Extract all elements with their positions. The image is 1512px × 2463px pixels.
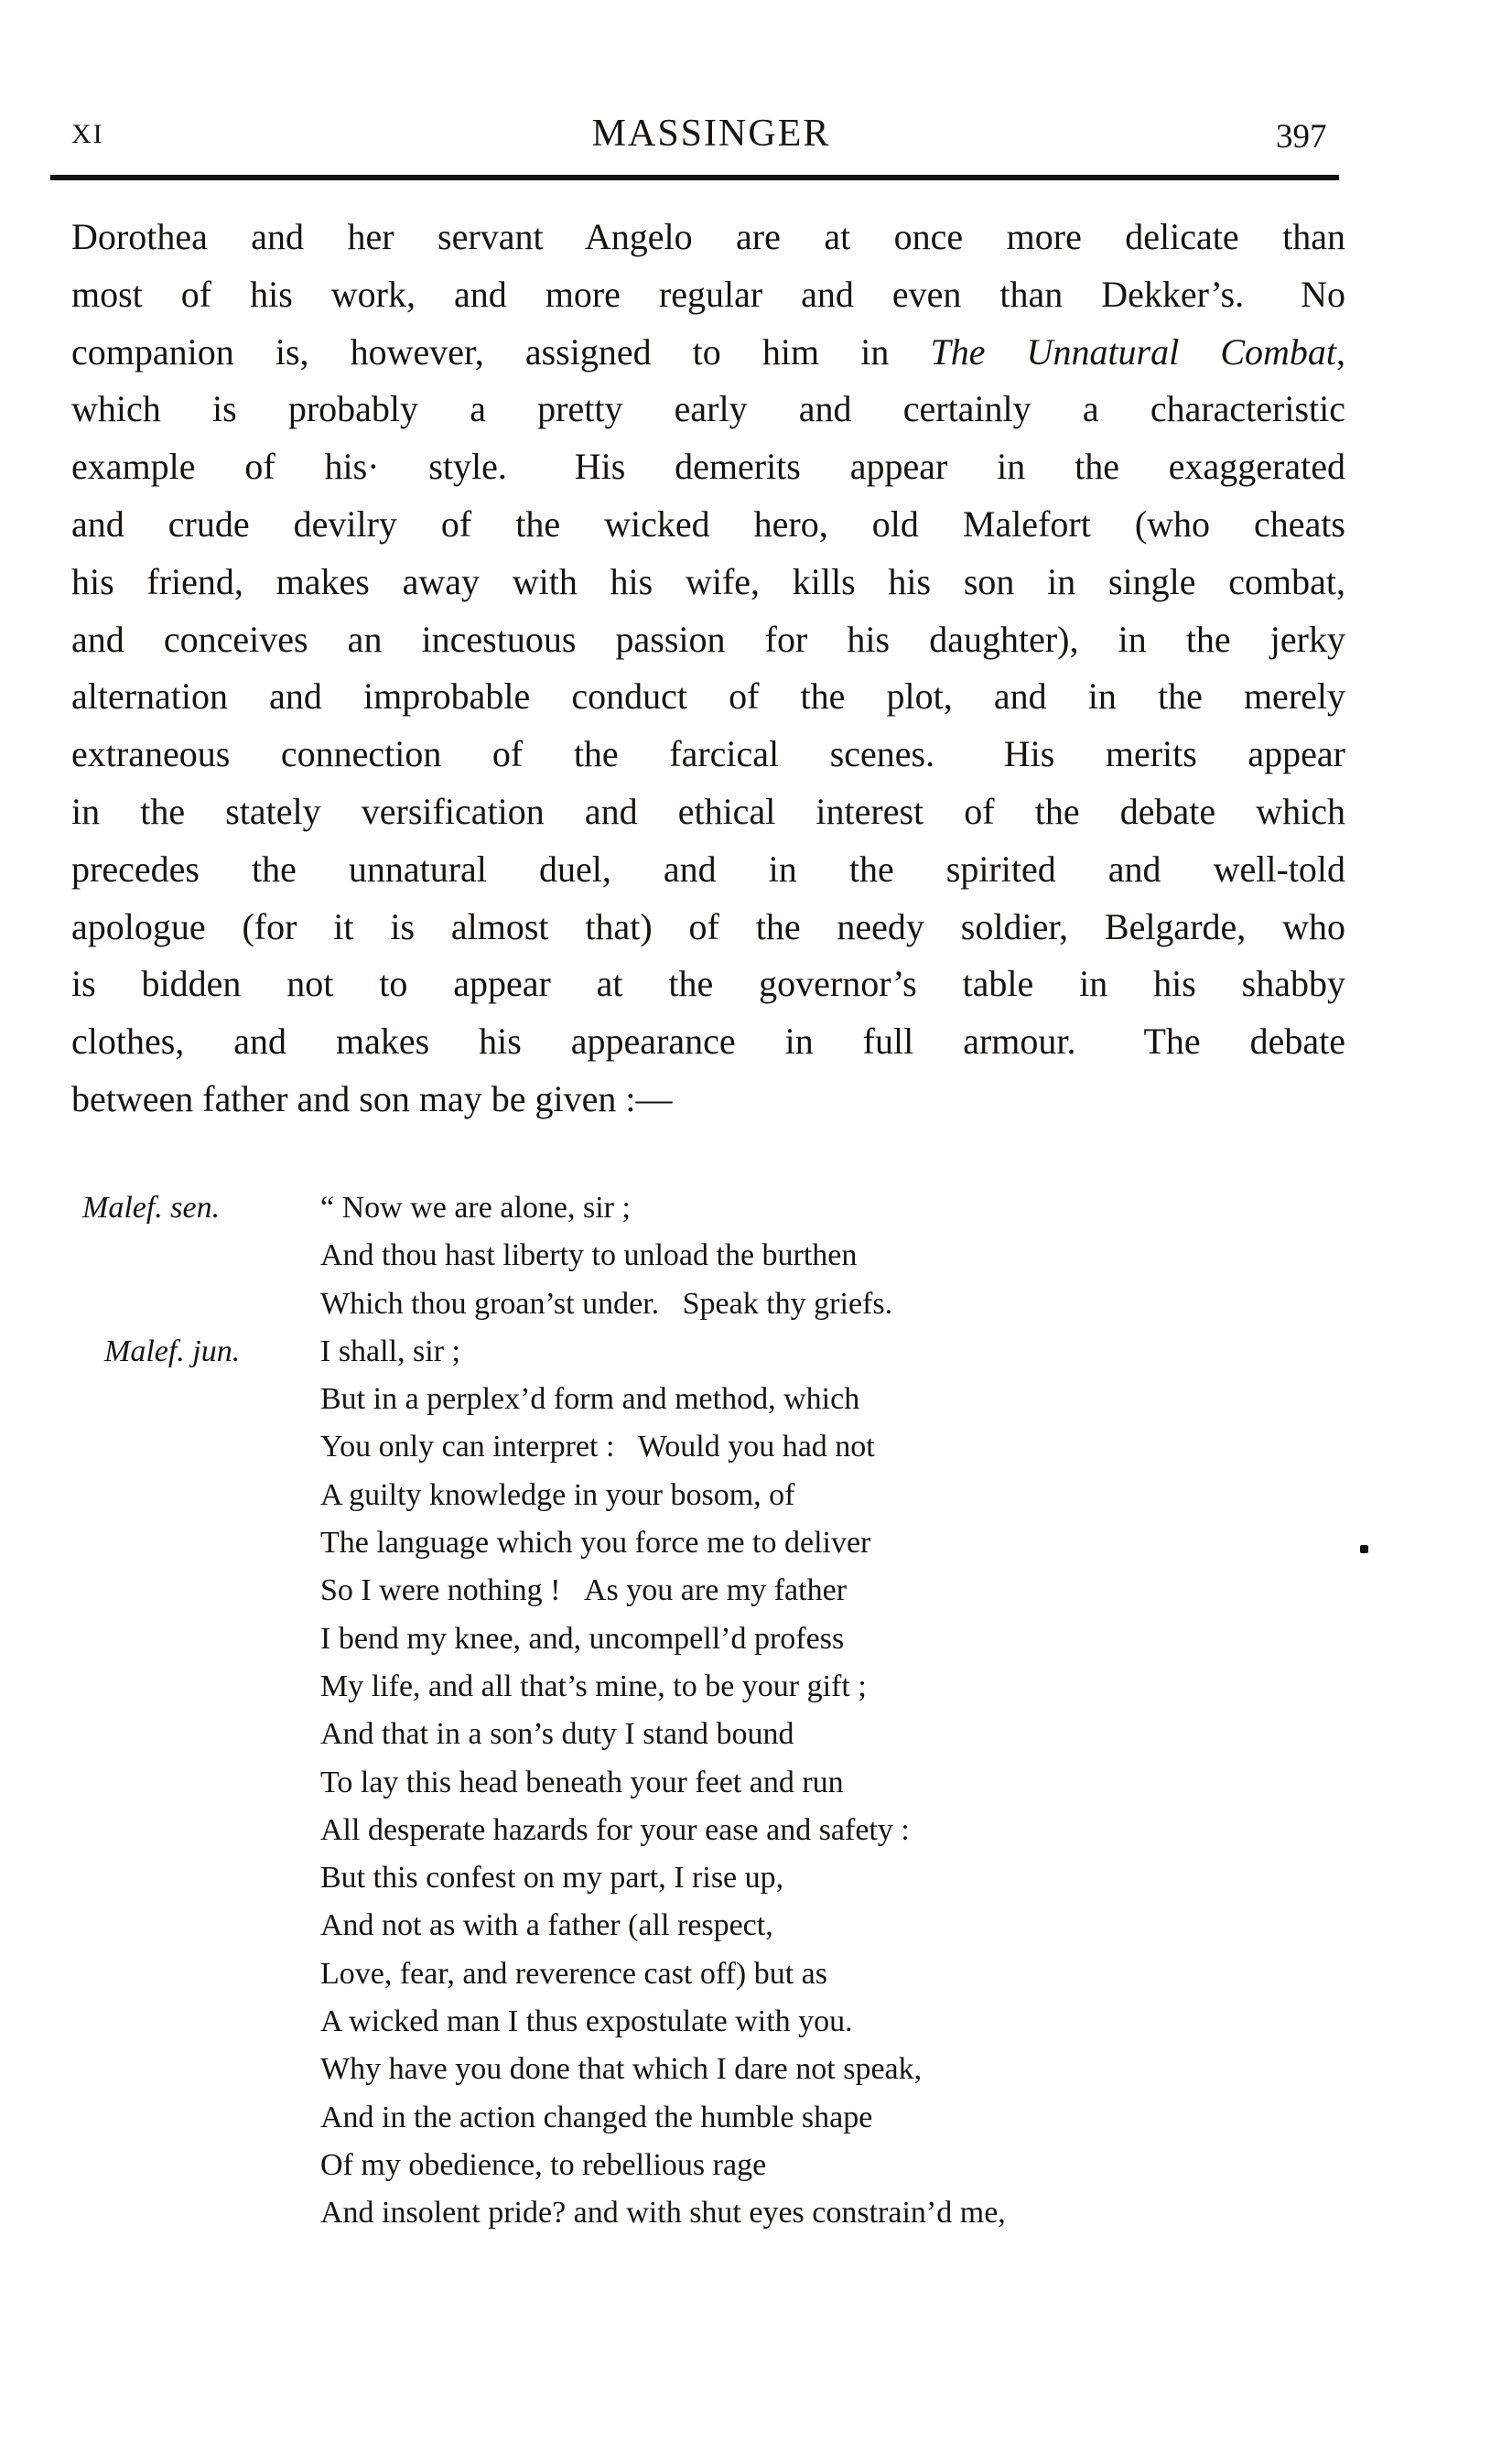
verse-line: [71, 1423, 1472, 1471]
verse-line: [71, 1663, 1472, 1711]
verse-text: I bend my knee, and, uncompell’d profess: [320, 1621, 845, 1656]
verse-line: [71, 1376, 1472, 1423]
verse-text: Why have you done that which I dare not speak,: [320, 2052, 923, 2087]
verse-text: And not as with a father (all respect,: [320, 1908, 773, 1943]
speaker-label: Malef. sen.: [82, 1191, 221, 1225]
paragraph-line: between father and son may be given :—: [71, 1077, 673, 1119]
verse-text: Love, fear, and reverence cast off) but as: [320, 1956, 827, 1991]
ink-speck-artifact: [1360, 1545, 1368, 1553]
prose-paragraph: [71, 209, 1345, 1129]
speaker-label: [71, 2046, 320, 2093]
speaker-label: [71, 2094, 320, 2142]
verse-line: [71, 2142, 1472, 2189]
paragraph-line: is bidden not to appear at the governor’s table in his shabby: [71, 963, 1345, 1005]
verse-line: [71, 1759, 1472, 1807]
paragraph-text: companion is, however, assigned to him in: [71, 330, 931, 373]
speaker-label: Malef. jun.: [104, 1334, 241, 1368]
paragraph-text: ,: [1336, 330, 1346, 373]
verse-quotation: [71, 1184, 1472, 2238]
verse-text: And that in a son’s duty I stand bound: [320, 1717, 794, 1752]
verse-text: A wicked man I thus expostulate with you.: [320, 2004, 853, 2039]
verse-text: Which thou groan’st under. Speak thy griefs.: [320, 1286, 893, 1321]
speaker-label: [71, 1854, 320, 1902]
verse-text: All desperate hazards for your ease and safety :: [320, 1812, 910, 1847]
verse-line: [71, 2094, 1472, 2142]
speaker-label: [71, 1759, 320, 1807]
page-number: 397: [1276, 118, 1327, 156]
verse-text: To lay this head beneath your feet and run: [320, 1765, 844, 1799]
verse-text: And insolent pride? and with shut eyes constrain’d me,: [320, 2196, 1006, 2231]
verse-line: [71, 1567, 1472, 1615]
speaker-label: [71, 1902, 320, 1950]
paragraph-line: extraneous connection of the farcical scenes. His merits appear: [71, 733, 1345, 775]
paragraph-line: and crude devilry of the wicked hero, old Malefort (who cheats: [71, 502, 1345, 545]
speaker-label: [71, 1998, 320, 2046]
running-title: MASSINGER: [591, 113, 831, 155]
verse-line: [71, 1184, 1472, 1232]
verse-text: My life, and all that’s mine, to be your gift ;: [320, 1669, 867, 1703]
paragraph-line: in the stately versification and ethical interest of the debate which: [71, 790, 1345, 832]
verse-text: A guilty knowledge in your bosom, of: [320, 1477, 795, 1512]
speaker-label: [71, 1280, 320, 1328]
paragraph-line: which is probably a pretty early and certainly a characteristic: [71, 388, 1345, 430]
section-numeral: XI: [71, 119, 104, 149]
verse-line: [71, 1519, 1472, 1567]
paragraph-line: precedes the unnatural duel, and in the spirited and well-told: [71, 848, 1345, 890]
verse-line: [71, 1807, 1472, 1854]
speaker-label: [71, 1615, 320, 1663]
speaker-label: [71, 1472, 320, 1519]
verse-line: [71, 1615, 1472, 1663]
verse-line: [71, 2189, 1472, 2237]
verse-text: Of my obedience, to rebellious rage: [320, 2147, 767, 2182]
speaker-label: [71, 1807, 320, 1854]
speaker-label: [71, 1376, 320, 1423]
speaker-label: [71, 1711, 320, 1758]
paragraph-line: alternation and improbable conduct of the plot, and in the merely: [71, 675, 1345, 718]
verse-text: And thou hast liberty to unload the burthen: [320, 1238, 858, 1273]
paragraph-line: [71, 324, 1345, 382]
verse-line: [71, 1711, 1472, 1758]
verse-text: The language which you force me to deliver: [320, 1526, 871, 1561]
paragraph-line: Dorothea and her servant Angelo are at once more delicate than: [71, 216, 1345, 257]
paragraph-line: and conceives an incestuous passion for his daughter), in the jerky: [71, 618, 1345, 660]
play-title: The Unnatural Combat: [930, 330, 1337, 373]
verse-line: [71, 1854, 1472, 1902]
speaker-label: [71, 1519, 320, 1567]
header-rule: [50, 175, 1339, 180]
verse-line: [71, 1280, 1472, 1328]
speaker-label: [71, 2189, 320, 2237]
verse-line: [71, 1328, 1472, 1376]
speaker-label: [71, 1950, 320, 1998]
verse-text: “ Now we are alone, sir ;: [320, 1191, 631, 1225]
verse-text: You only can interpret : Would you had not: [320, 1430, 875, 1464]
verse-line: [71, 1998, 1472, 2046]
verse-text: But in a perplex’d form and method, which: [320, 1382, 860, 1417]
verse-text: So I were nothing ! As you are my father: [320, 1573, 848, 1608]
verse-line: [71, 1232, 1472, 1280]
verse-text: But this confest on my part, I rise up,: [320, 1861, 784, 1896]
paragraph-line: example of his· style. His demerits appear in the exaggerated: [71, 446, 1345, 488]
speaker-label: [71, 1663, 320, 1711]
paragraph-line: clothes, and makes his appearance in full armour. The debate: [71, 1021, 1345, 1063]
speaker-label: [71, 1567, 320, 1615]
paragraph-line: his friend, makes away with his wife, kills his son in single combat,: [71, 560, 1345, 602]
verse-line: [71, 1472, 1472, 1519]
speaker-label: [71, 2142, 320, 2189]
speaker-label: [71, 1423, 320, 1471]
verse-line: [71, 2046, 1472, 2093]
verse-line: [71, 1950, 1472, 1998]
verse-line: [71, 1902, 1472, 1950]
speaker-label: [71, 1232, 320, 1280]
paragraph-line: apologue (for it is almost that) of the needy soldier, Belgarde, who: [71, 905, 1345, 947]
verse-text: I shall, sir ;: [320, 1334, 460, 1368]
verse-text: And in the action changed the humble shape: [320, 2100, 873, 2134]
paragraph-line: most of his work, and more regular and even than Dekker’s. No: [71, 273, 1345, 315]
